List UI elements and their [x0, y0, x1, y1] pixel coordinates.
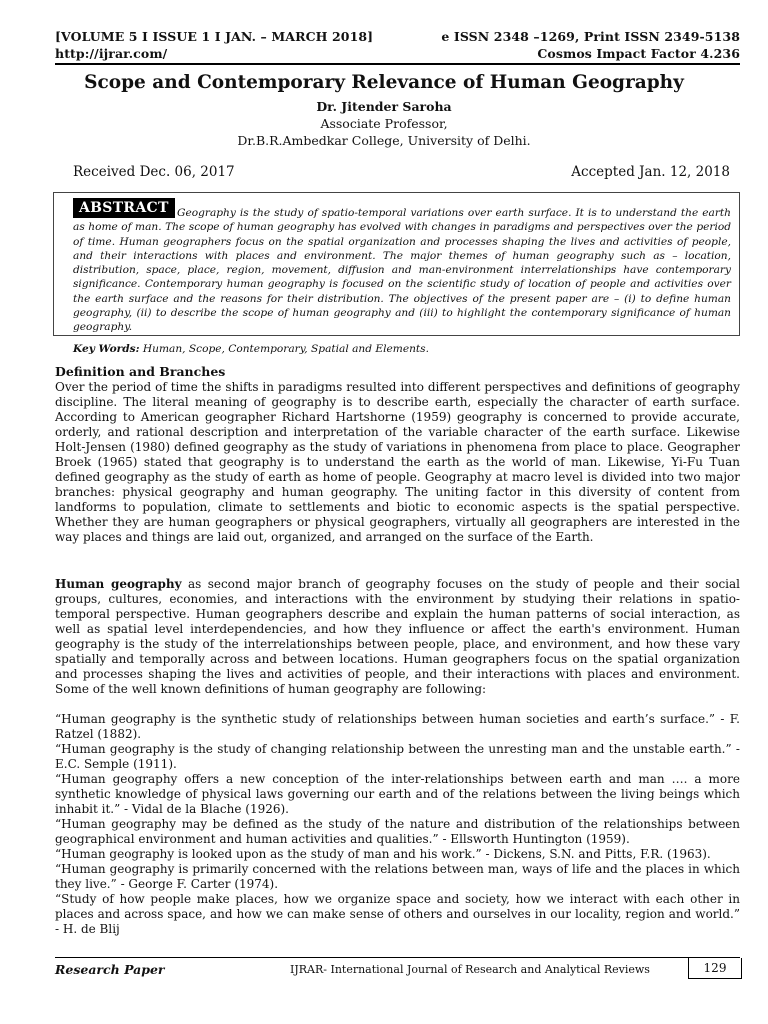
quote-item: “Human geography is the study of changing relationship between the unresting man and the unstable earth.” - E.C. Semple (1911). [55, 742, 740, 771]
paragraph-2-lead: Human geography [55, 577, 182, 591]
footer-rule [55, 957, 740, 958]
definitions-list [55, 712, 740, 937]
paragraph-2 [55, 577, 740, 697]
quote-item: “Human geography is the synthetic study of relationships between human societies and earth’s surface.” - F. Ratzel (1882). [55, 712, 740, 741]
page-number: 129 [688, 958, 742, 979]
abstract-label: ABSTRACT [73, 198, 175, 218]
abstract-text [73, 206, 731, 335]
keywords-list: Human, Scope, Contemporary, Spatial and Elements. [142, 343, 429, 355]
quote-item: “Human geography is primarily concerned with the relations between man, ways of life and the places in which they live.” - George F. Carter (1974). [55, 862, 740, 891]
author-affiliation: Dr.B.R.Ambedkar College, University of Delhi. [237, 133, 531, 148]
accepted-date: Accepted Jan. 12, 2018 [571, 164, 730, 180]
author-position: Associate Professor, [320, 116, 448, 131]
abstract-body: Geography is the study of spatio-temporal variations over earth surface. It is to understand the earth as home of man. The scope of human geography has evolved with changes in paradigms and perspectives over the period of time. Human geographers focus on the spatial organization and processes shaping the lives and activities of people, and their interactions with places and environment. The major themes of human geography such as – location, distribution, space, place, region, movement, diffusion and man-environment interrelationships have contemporary significance. Contemporary human geography is focused on the scientific study of location of people and activities over the earth surface and the reasons for their distribution. The objectives of the present paper are – (i) to define human geography, (ii) to describe the scope of human geography and (iii) to highlight the contemporary significance of human geography. [73, 207, 731, 334]
quote-item: “Study of how people make places, how we organize space and society, how we interact with each other in places and across space, and how we can make sense of others and ourselves in our locality, region and world.” - H. de Blij [55, 892, 740, 936]
keywords-label: Key Words: [73, 343, 140, 355]
volume-info: [VOLUME 5 I ISSUE 1 I JAN. – MARCH 2018] [55, 29, 374, 44]
footer-journal: IJRAR- International Journal of Research and Analytical Reviews [290, 963, 650, 976]
paragraph-2-text: as second major branch of geography focuses on the study of people and their social groups, cultures, economies, and interactions with the environment by studying their relations in spatio-temporal perspective. Human geographers describe and explain the human patterns of social interaction, as well as spatial level interdependencies, and how they influence or affect the earth's environment. Human geography is the study of the interrelationships between people, place, and environment, and how these vary spatially and temporally across and between locations. Human geographers focus on the spatial organization and processes shaping the lives and activities of people, and their interactions with places and environment. Some of the well known definitions of human geography are following: [55, 577, 741, 696]
issn-info: e ISSN 2348 –1269, Print ISSN 2349-5138 [441, 29, 740, 44]
header-rule [55, 63, 740, 65]
quote-item: “Human geography offers a new conception of the inter-relationships between earth and man …. a more synthetic knowledge of physical laws governing our earth and of the relations between the living beings which inhabit it.” - Vidal de la Blache (1926). [55, 772, 740, 816]
impact-factor: Cosmos Impact Factor 4.236 [537, 46, 740, 61]
quote-item: “Human geography is looked upon as the study of man and his work.” - Dickens, S.N. and Pitts, F.R. (1963). [55, 847, 711, 861]
keywords [73, 343, 429, 355]
quote-item: “Human geography may be defined as the study of the nature and distribution of the relationships between geographical environment and human activities and qualities.” - Ellsworth Huntington (1959). [55, 817, 740, 846]
journal-url[interactable]: http://ijrar.com/ [55, 46, 168, 61]
footer-label: Research Paper [55, 962, 165, 977]
section-heading: Definition and Branches [55, 364, 226, 379]
paragraph-1: Over the period of time the shifts in paradigms resulted into different perspectives and definitions of geography discipline. The literal meaning of geography is to describe earth, especially the character of earth surface. According to American geographer Richard Hartshorne (1959) geography is concerned to provide accurate, orderly, and rational description and interpretation of the variable character of the earth surface. Likewise Holt-Jensen (1980) defined geography as the study of variations in phenomena from place to place. Geographer Broek (1965) stated that geography is to understand the earth as the world of man. Likewise, Yi-Fu Tuan defined geography as the study of earth as home of people. Geography at macro level is divided into two major branches: physical geography and human geography. The uniting factor in this diversity of content from landforms to population, climate to settlements and biotic to economic aspects is the spatial perspective. Whether they are human geographers or physical geographers, virtually all geographers are interested in the way places and things are laid out, organized, and arranged on the surface of the Earth. [55, 380, 740, 544]
received-date: Received Dec. 06, 2017 [73, 164, 235, 180]
author-name: Dr. Jitender Saroha [316, 99, 452, 114]
article-title: Scope and Contemporary Relevance of Human Geography [84, 72, 684, 93]
